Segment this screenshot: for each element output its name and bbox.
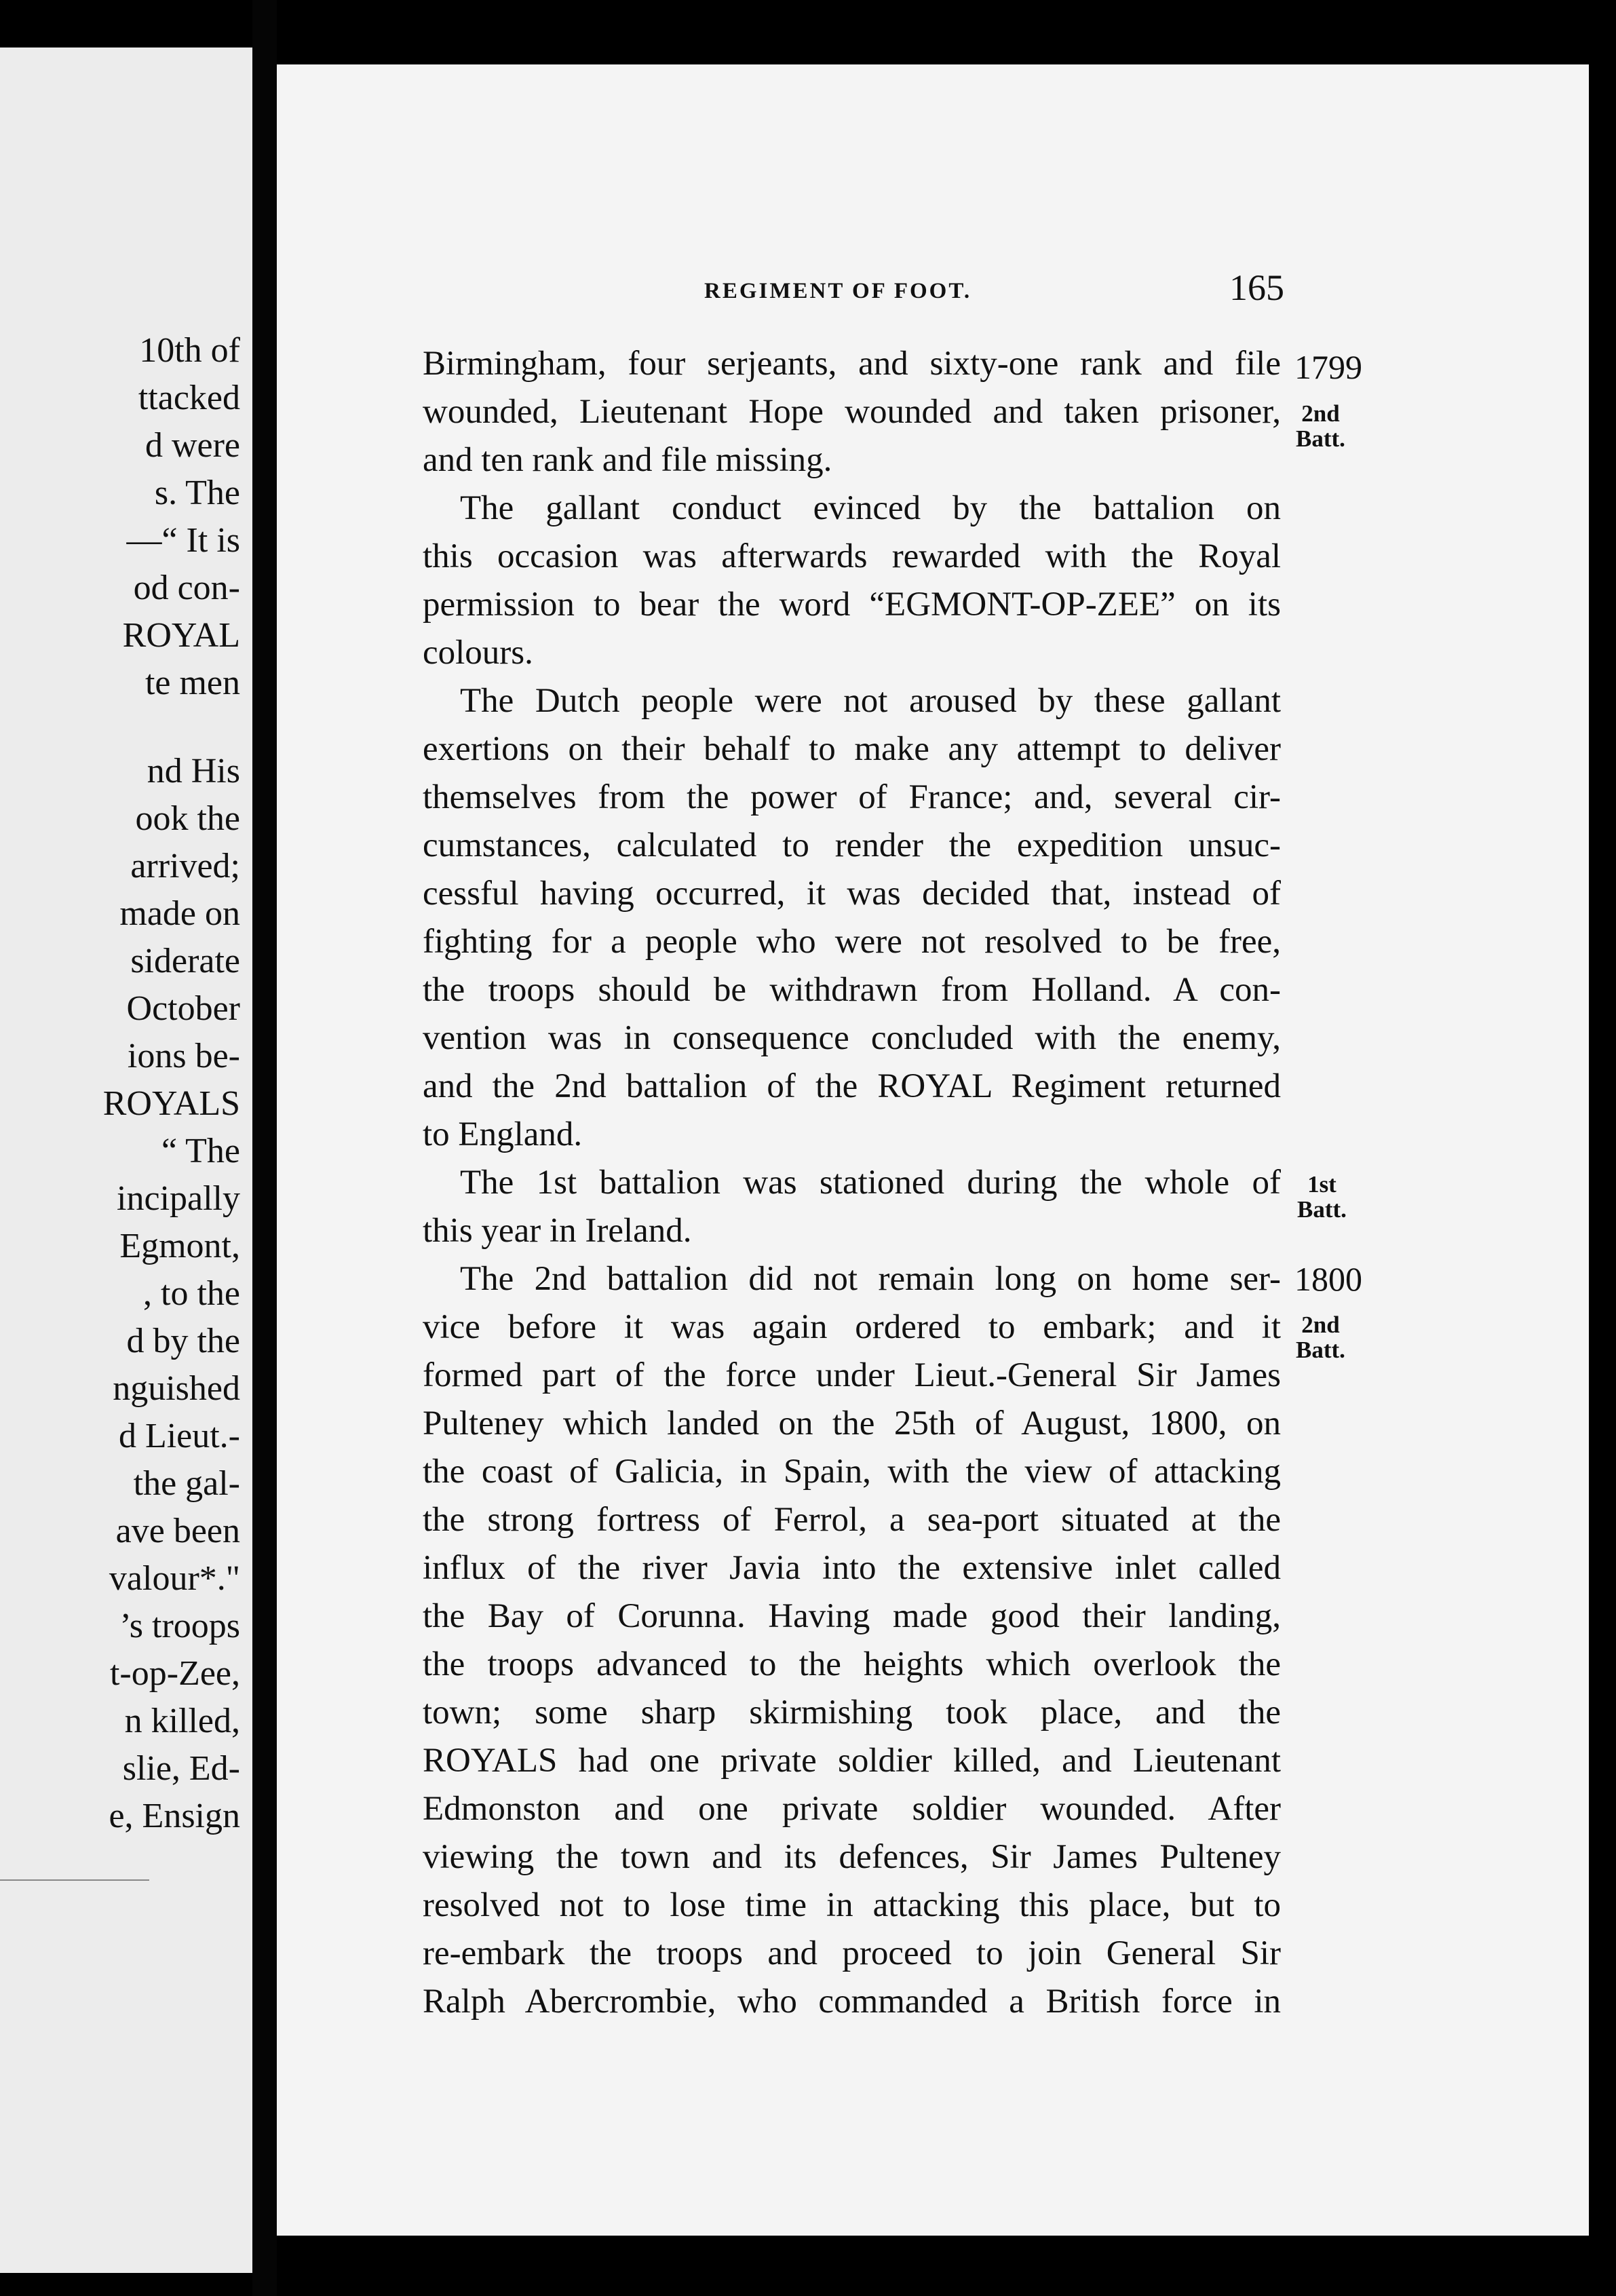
body-line: ROYALS had one private soldier killed, and Lieutenant xyxy=(423,1742,1281,1780)
left-page-line: ROYAL xyxy=(122,616,240,655)
body-line: this year in Ireland. xyxy=(423,1212,692,1250)
body-line: and ten rank and file missing. xyxy=(423,441,832,479)
left-page-line: od con- xyxy=(133,569,240,607)
body-line: Ralph Abercrombie, who commanded a British force in xyxy=(423,1983,1281,2021)
left-page-line: 10th of xyxy=(139,331,240,370)
body-line: to England. xyxy=(423,1115,583,1153)
book-gutter xyxy=(252,0,277,2296)
left-page-line: ’s troops xyxy=(119,1607,240,1645)
body-line: resolved not to lose time in attacking this place, but to xyxy=(423,1886,1281,1924)
left-page-line: ave been xyxy=(115,1512,240,1550)
body-line: formed part of the force under Lieut.-General Sir James xyxy=(423,1356,1281,1394)
body-line: vention was in consequence concluded with the enemy, xyxy=(423,1019,1281,1057)
body-line: town; some sharp skirmishing took place, and the xyxy=(423,1694,1281,1731)
left-page-line: valour*." xyxy=(109,1559,240,1598)
left-page-line: ions be- xyxy=(127,1037,240,1075)
left-page-line: “ The xyxy=(161,1132,240,1170)
body-line: Edmonston and one private soldier wounded. After xyxy=(423,1790,1281,1828)
running-head: REGIMENT OF FOOT. xyxy=(704,279,972,303)
body-line: the coast of Galicia, in Spain, with the view of attacking xyxy=(423,1453,1281,1491)
body-line: the Bay of Corunna. Having made good their landing, xyxy=(423,1597,1281,1635)
body-line: and the 2nd battalion of the ROYAL Regiment returned xyxy=(423,1067,1281,1105)
margin-year: 1800 xyxy=(1294,1260,1362,1298)
body-line: Birmingham, four serjeants, and sixty-one rank and file xyxy=(423,345,1281,383)
left-page-line: n killed, xyxy=(124,1702,240,1740)
left-page-line: —“ It is xyxy=(126,521,240,560)
left-page-line: d by the xyxy=(126,1322,240,1360)
left-page-line: t-op-Zee, xyxy=(109,1654,240,1693)
body-line: The gallant conduct evinced by the battalion on xyxy=(460,489,1281,527)
body-line: permission to bear the word “EGMONT-OP-ZEE” on its xyxy=(423,586,1281,624)
body-line: The 1st battalion was stationed during the whole of xyxy=(460,1164,1281,1202)
margin-battalion-note: 2nd Batt. xyxy=(1296,1312,1345,1363)
body-line: influx of the river Javia into the extensive inlet called xyxy=(423,1549,1281,1587)
left-page-line: d Lieut.- xyxy=(118,1417,240,1455)
left-page-line: arrived; xyxy=(130,847,240,885)
body-line: the troops should be withdrawn from Holland. A con- xyxy=(423,971,1281,1009)
body-line: colours. xyxy=(423,634,533,672)
body-line: vice before it was again ordered to embark; and it xyxy=(423,1308,1281,1346)
right-page xyxy=(277,64,1589,2236)
body-line: wounded, Lieutenant Hope wounded and taken prisoner, xyxy=(423,393,1281,431)
left-page-line: made on xyxy=(119,894,240,933)
margin-battalion-note: 2nd Batt. xyxy=(1296,400,1345,452)
body-line: themselves from the power of France; and, several cir- xyxy=(423,778,1281,816)
left-page-line: the gal- xyxy=(133,1464,240,1503)
body-line: cessful having occurred, it was decided that, instead of xyxy=(423,875,1281,913)
body-line: The 2nd battalion did not remain long on home ser- xyxy=(460,1260,1281,1298)
left-page-line: ROYALS xyxy=(102,1084,240,1123)
body-line: The Dutch people were not aroused by these gallant xyxy=(460,682,1281,720)
body-line: the strong fortress of Ferrol, a sea-port situated at the xyxy=(423,1501,1281,1539)
left-page-line: siderate xyxy=(130,942,240,980)
body-line: re-embark the troops and proceed to join General Sir xyxy=(423,1934,1281,1972)
left-page-fragment xyxy=(0,47,252,2273)
left-page-line: e, Ensign xyxy=(109,1797,240,1835)
left-page-line: incipally xyxy=(117,1179,240,1218)
left-page-line: October xyxy=(126,989,240,1028)
body-line: viewing the town and its defences, Sir James Pulteney xyxy=(423,1838,1281,1876)
body-line: Pulteney which landed on the 25th of August, 1800, on xyxy=(423,1404,1281,1442)
body-line: this occasion was afterwards rewarded with the Royal xyxy=(423,537,1281,575)
footnote-rule xyxy=(0,1879,149,1881)
left-page-line: nguished xyxy=(113,1369,240,1408)
body-line: fighting for a people who were not resolved to be free, xyxy=(423,923,1281,961)
body-line: cumstances, calculated to render the expedition unsuc- xyxy=(423,826,1281,864)
left-page-line: d were xyxy=(145,426,240,465)
body-line: exertions on their behalf to make any attempt to deliver xyxy=(423,730,1281,768)
left-page-line: ttacked xyxy=(138,379,240,417)
left-page-line: ook the xyxy=(135,799,240,838)
left-page-line: nd His xyxy=(147,752,240,790)
page-number: 165 xyxy=(1229,267,1284,308)
body-line: the troops advanced to the heights which overlook the xyxy=(423,1645,1281,1683)
margin-battalion-note: 1st Batt. xyxy=(1297,1171,1347,1223)
margin-year: 1799 xyxy=(1294,348,1362,386)
left-page-line: Egmont, xyxy=(119,1227,240,1265)
left-page-line: te men xyxy=(145,664,240,702)
left-page-line: s. The xyxy=(154,474,240,512)
left-page-line: , to the xyxy=(143,1274,240,1313)
left-page-line: slie, Ed- xyxy=(122,1749,240,1788)
